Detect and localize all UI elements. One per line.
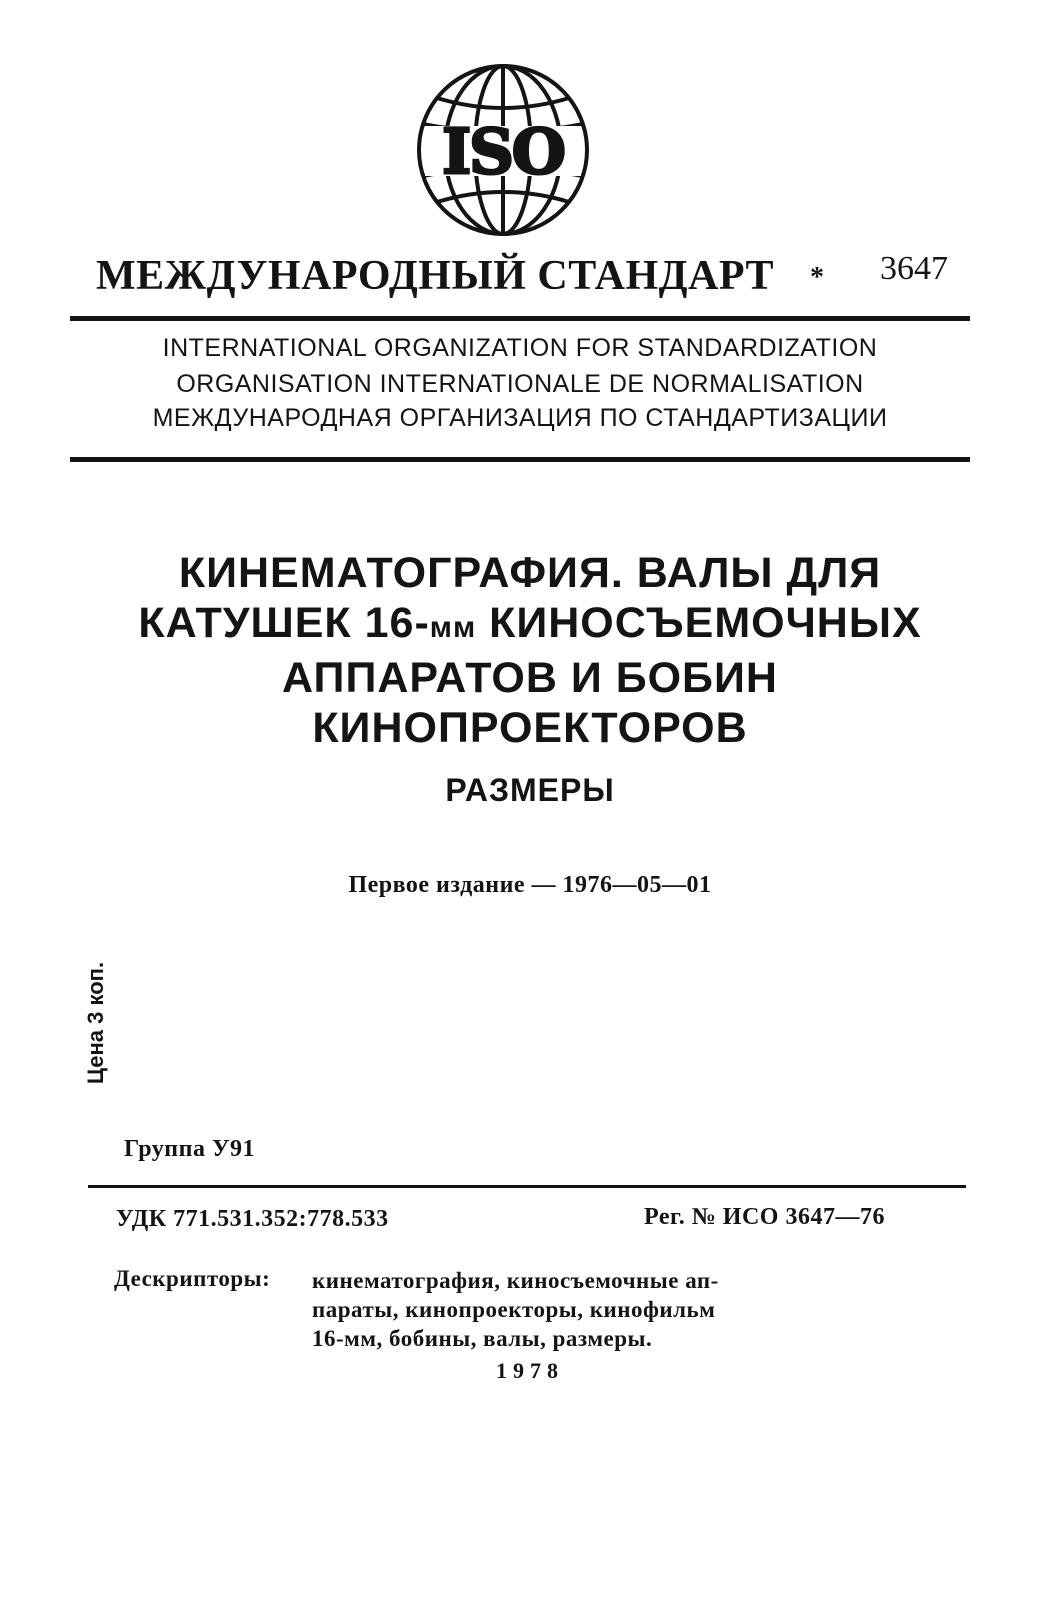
edition-date: Первое издание — 1976—05—01: [348, 872, 712, 898]
title-line-1: КИНЕМАТОГРАФИЯ. ВАЛЫ ДЛЯ: [178, 549, 882, 597]
descriptors-label: Дескрипторы:: [114, 1266, 271, 1291]
standard-number: 3647: [880, 250, 948, 287]
group-code: Группа У91: [124, 1136, 256, 1162]
footer-rule: [88, 1185, 966, 1188]
header-rule: [70, 316, 970, 321]
title-line-3: АППАРАТОВ И БОБИН: [282, 654, 778, 702]
star-mark: *: [810, 262, 824, 293]
registration-number: Рег. № ИСО 3647—76: [644, 1204, 885, 1230]
document-subtitle: РАЗМЕРЫ: [445, 772, 615, 808]
price-text: Цена 3 коп.: [83, 961, 108, 1085]
title-line-2-unit: мм: [429, 611, 477, 644]
descriptors-line-1: кинематография, киносъемочные ап-: [312, 1268, 719, 1293]
standard-title: МЕЖДУНАРОДНЫЙ СТАНДАРТ: [96, 253, 775, 299]
document-title: [60, 548, 1000, 753]
org-rule: [70, 457, 970, 462]
title-line-4: КИНОПРОЕКТОРОВ: [312, 704, 748, 752]
descriptors-line-3: 16-мм, бобины, валы, размеры.: [312, 1326, 653, 1351]
org-name-fr: ORGANISATION INTERNATIONALE DE NORMALISATION: [176, 370, 864, 398]
title-line-2: [60, 598, 1000, 653]
title-line-2-c: КИНОСЪЕМОЧНЫХ: [476, 599, 922, 647]
udk-code: УДК 771.531.352:778.533: [116, 1206, 389, 1232]
org-name-ru: МЕЖДУНАРОДНАЯ ОРГАНИЗАЦИЯ ПО СТАНДАРТИЗАЦИИ: [152, 404, 888, 432]
descriptors-line-2: параты, кинопроекторы, кинофильм: [312, 1297, 716, 1322]
descriptors-list: [312, 1266, 719, 1353]
org-name-en: INTERNATIONAL ORGANIZATION FOR STANDARDIZATION: [162, 334, 878, 362]
logo-text: ISO: [442, 115, 564, 188]
price-label: [66, 958, 126, 1088]
title-line-2-a: КАТУШЕК 16-: [138, 599, 430, 647]
iso-globe-logo: [413, 60, 593, 240]
publication-year: 1978: [496, 1358, 564, 1383]
